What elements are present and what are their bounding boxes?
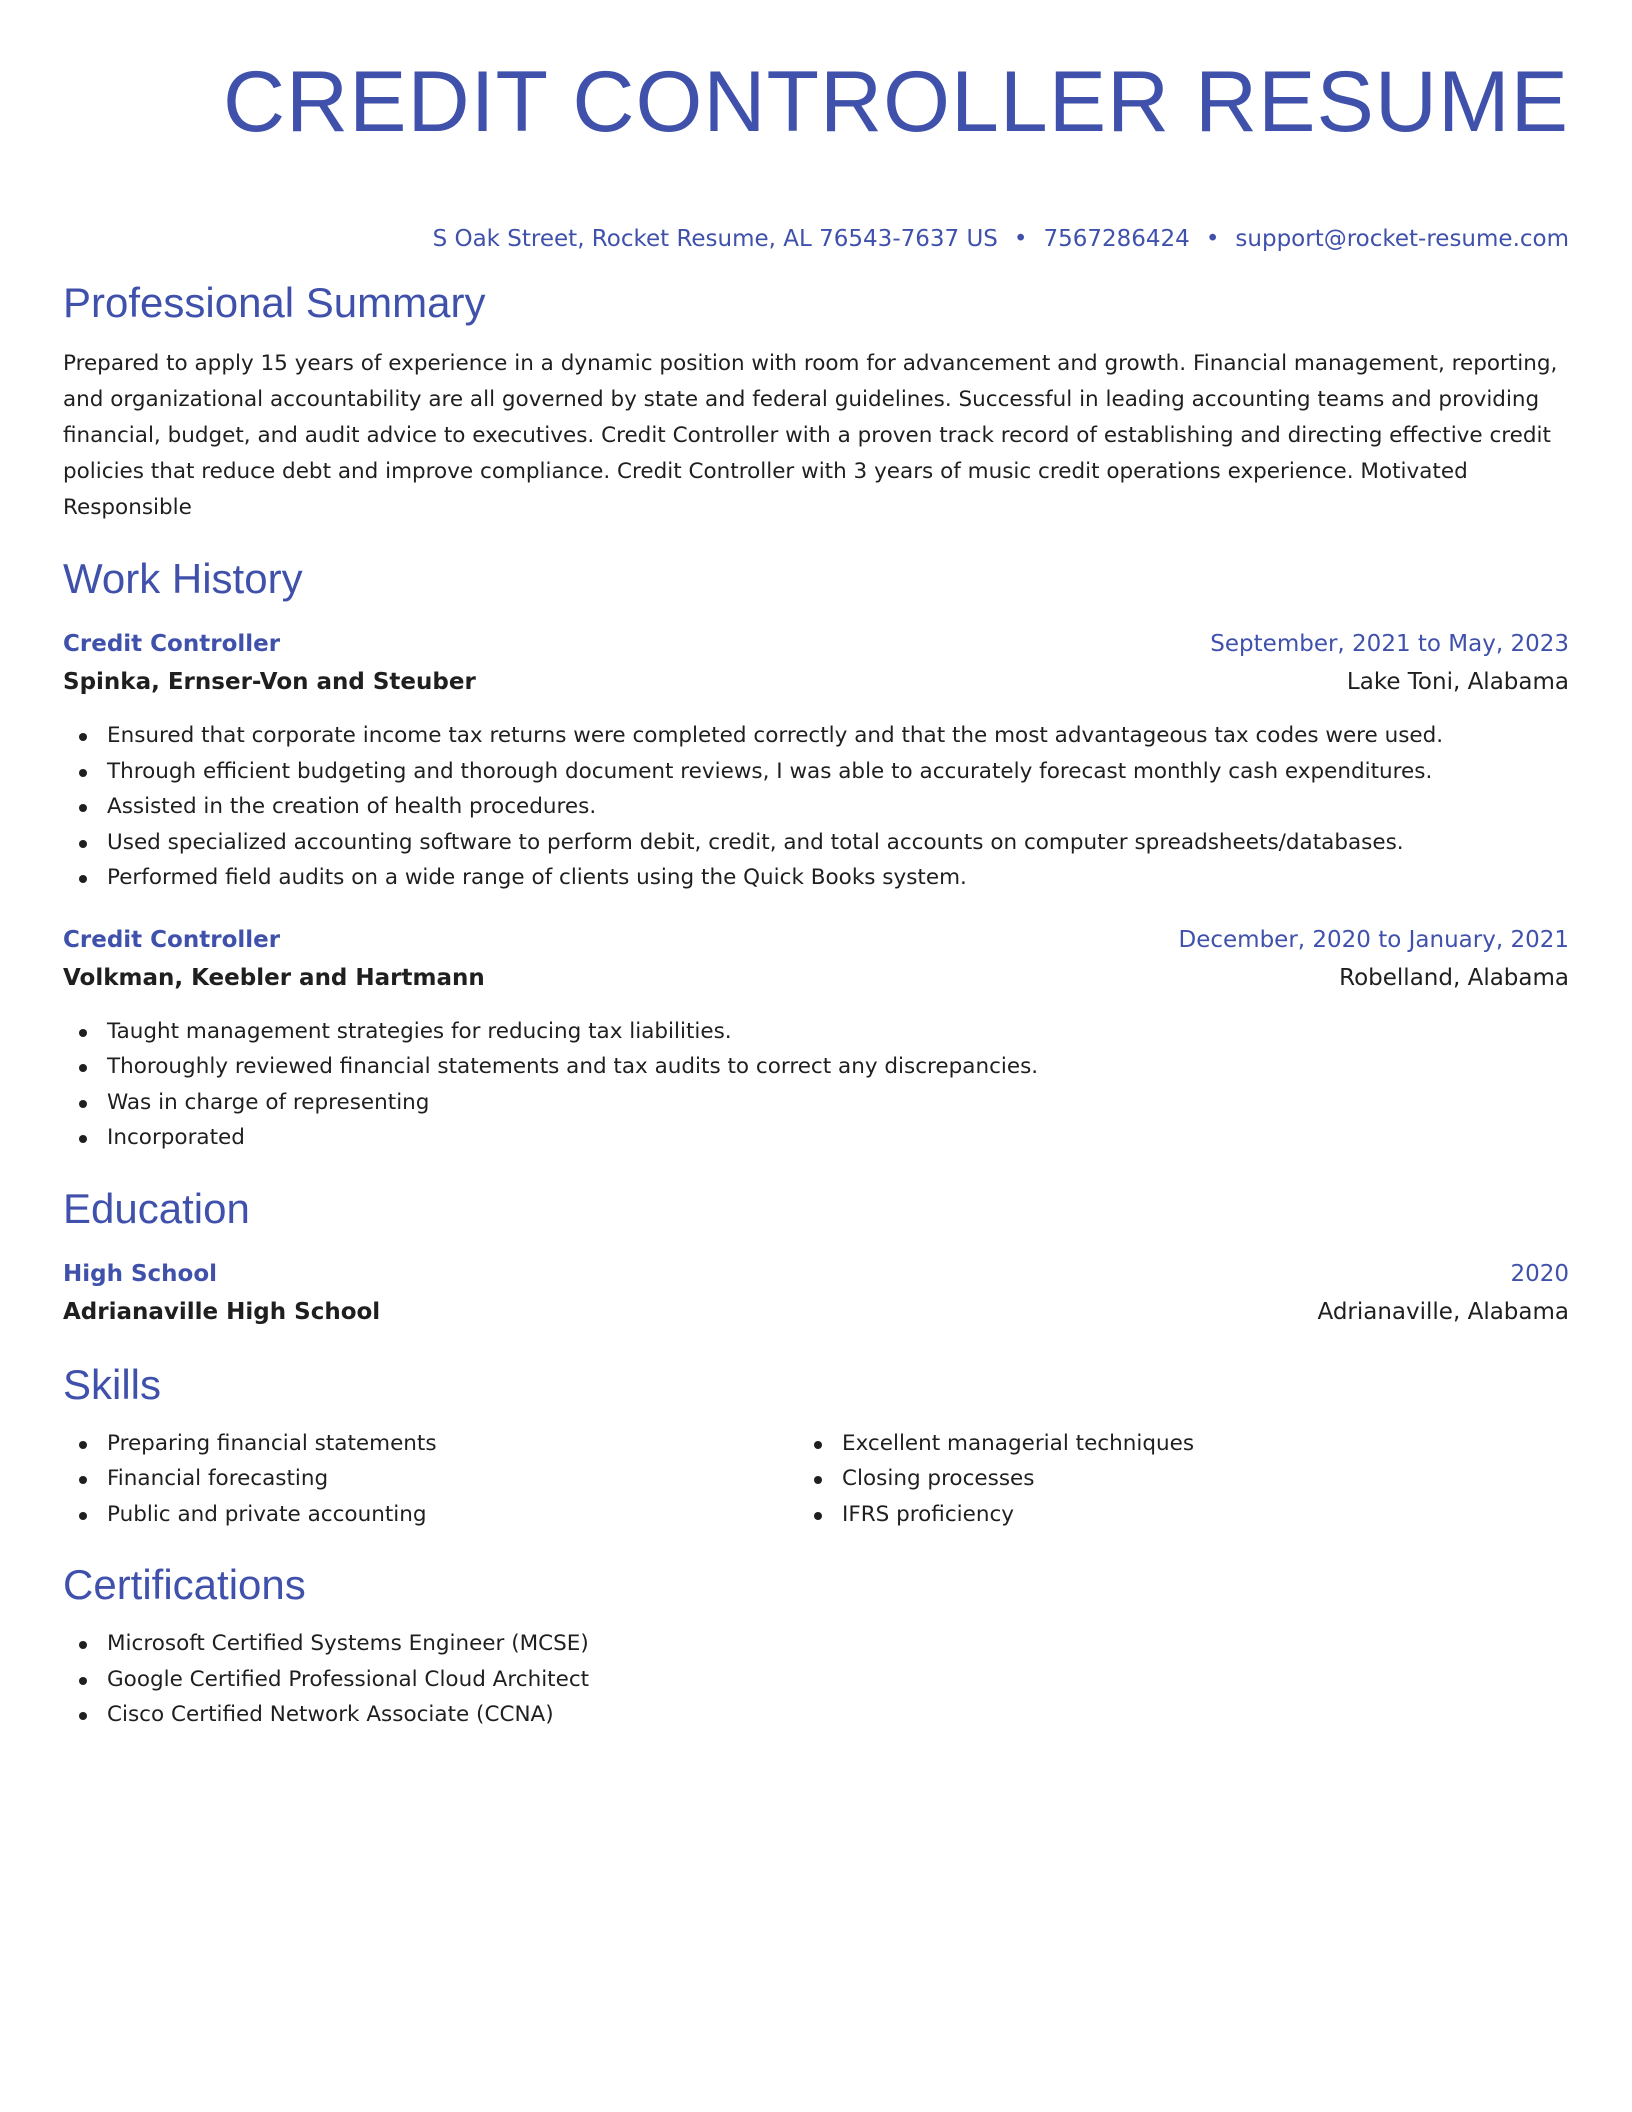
job-title: Credit Controller [63,631,281,657]
skill-item: Closing processes [798,1461,1533,1497]
contact-phone: 7567286424 [1043,226,1190,252]
contact-separator: • [1013,226,1028,252]
job-title: Credit Controller [63,926,281,953]
job-duty-item: Was in charge of representing [63,1085,1569,1121]
skills-grid [63,1426,1569,1533]
job-duties-list [63,1014,1569,1156]
education-school-row [63,1292,1569,1332]
work-history-heading: Work History [63,555,303,602]
skills-heading: Skills [63,1360,162,1408]
skill-item: IFRS proficiency [798,1497,1533,1533]
skills-section [63,1360,1569,1533]
job-location: Robelland, Alabama [1339,964,1569,991]
job-employer: Spinka, Ernser-Von and Steuber [63,669,476,695]
education-year: 2020 [1510,1260,1569,1287]
job-duty-item: Performed field audits on a wide range of clients using the Quick Books system. [63,860,1569,896]
skill-item: Public and private accounting [63,1497,798,1533]
certification-item: Cisco Certified Network Associate (CCNA) [63,1697,1569,1733]
skill-item: Financial forecasting [63,1461,798,1497]
job-entry [63,626,1569,896]
job-entry [63,922,1569,1156]
summary-heading: Professional Summary [63,279,486,326]
contact-address: S Oak Street, Rocket Resume, AL 76543-7637 US [432,226,998,252]
contact-separator: • [1205,226,1220,252]
summary-text: Prepared to apply 15 years of experience in a dynamic position with room for advancement and growth. Financial management, reporting, and organizational accountability are all governed by state and federal guidelines. Successful in leading accounting teams and providing financial, budget, and audit advice to executives. Credit Controller with a proven track record of establishing and directing effective credit policies that reduce debt and improve compliance. Credit Controller with 3 years of music credit operations experience. Motivated Responsible [63,351,1558,520]
job-duties-list [63,718,1569,896]
resume-header [63,52,1569,254]
job-duty-item: Taught management strategies for reducing tax liabilities. [63,1014,1569,1050]
job-header-row [63,626,1569,662]
skill-item: Preparing financial statements [63,1426,798,1462]
job-dates: December, 2020 to January, 2021 [1178,926,1569,953]
job-header-row [63,922,1569,958]
certifications-section [63,1560,1569,1733]
job-dates: September, 2021 to May, 2023 [1210,631,1569,657]
certification-item: Microsoft Certified Systems Engineer (MCSE) [63,1626,1569,1662]
education-section [63,1184,1569,1332]
education-location: Adrianaville, Alabama [1317,1298,1569,1325]
job-duty-item: Used specialized accounting software to perform debit, credit, and total accounts on computer spreadsheets/databases. [63,825,1569,861]
education-entry [63,1256,1569,1332]
education-school: Adrianaville High School [63,1298,381,1325]
job-employer-row [63,958,1569,998]
certifications-list [63,1626,1569,1733]
skills-list-left [63,1426,798,1533]
job-employer: Volkman, Keebler and Hartmann [63,964,485,991]
education-header-row [63,1256,1569,1292]
contact-line [63,224,1569,254]
education-degree: High School [63,1260,218,1287]
job-location: Lake Toni, Alabama [1346,669,1569,695]
summary-section [63,278,1569,526]
contact-email[interactable]: support@rocket-resume.com [1235,226,1569,252]
resume-title: CREDIT CONTROLLER RESUME [222,54,1569,150]
skill-item: Excellent managerial techniques [798,1426,1533,1462]
certification-item: Google Certified Professional Cloud Architect [63,1662,1569,1698]
job-duty-item: Through efficient budgeting and thorough document reviews, I was able to accurately forecast monthly cash expenditures. [63,754,1569,790]
job-duty-item: Incorporated [63,1120,1569,1156]
certifications-heading: Certifications [63,1561,306,1608]
job-duty-item: Ensured that corporate income tax returns were completed correctly and that the most advantageous tax codes were used. [63,718,1569,754]
work-history-section [63,554,1569,1156]
education-heading: Education [63,1184,250,1232]
skills-list-right [798,1426,1533,1533]
job-duty-item: Thoroughly reviewed financial statements and tax audits to correct any discrepancies. [63,1049,1569,1085]
job-employer-row [63,662,1569,702]
job-duty-item: Assisted in the creation of health procedures. [63,789,1569,825]
